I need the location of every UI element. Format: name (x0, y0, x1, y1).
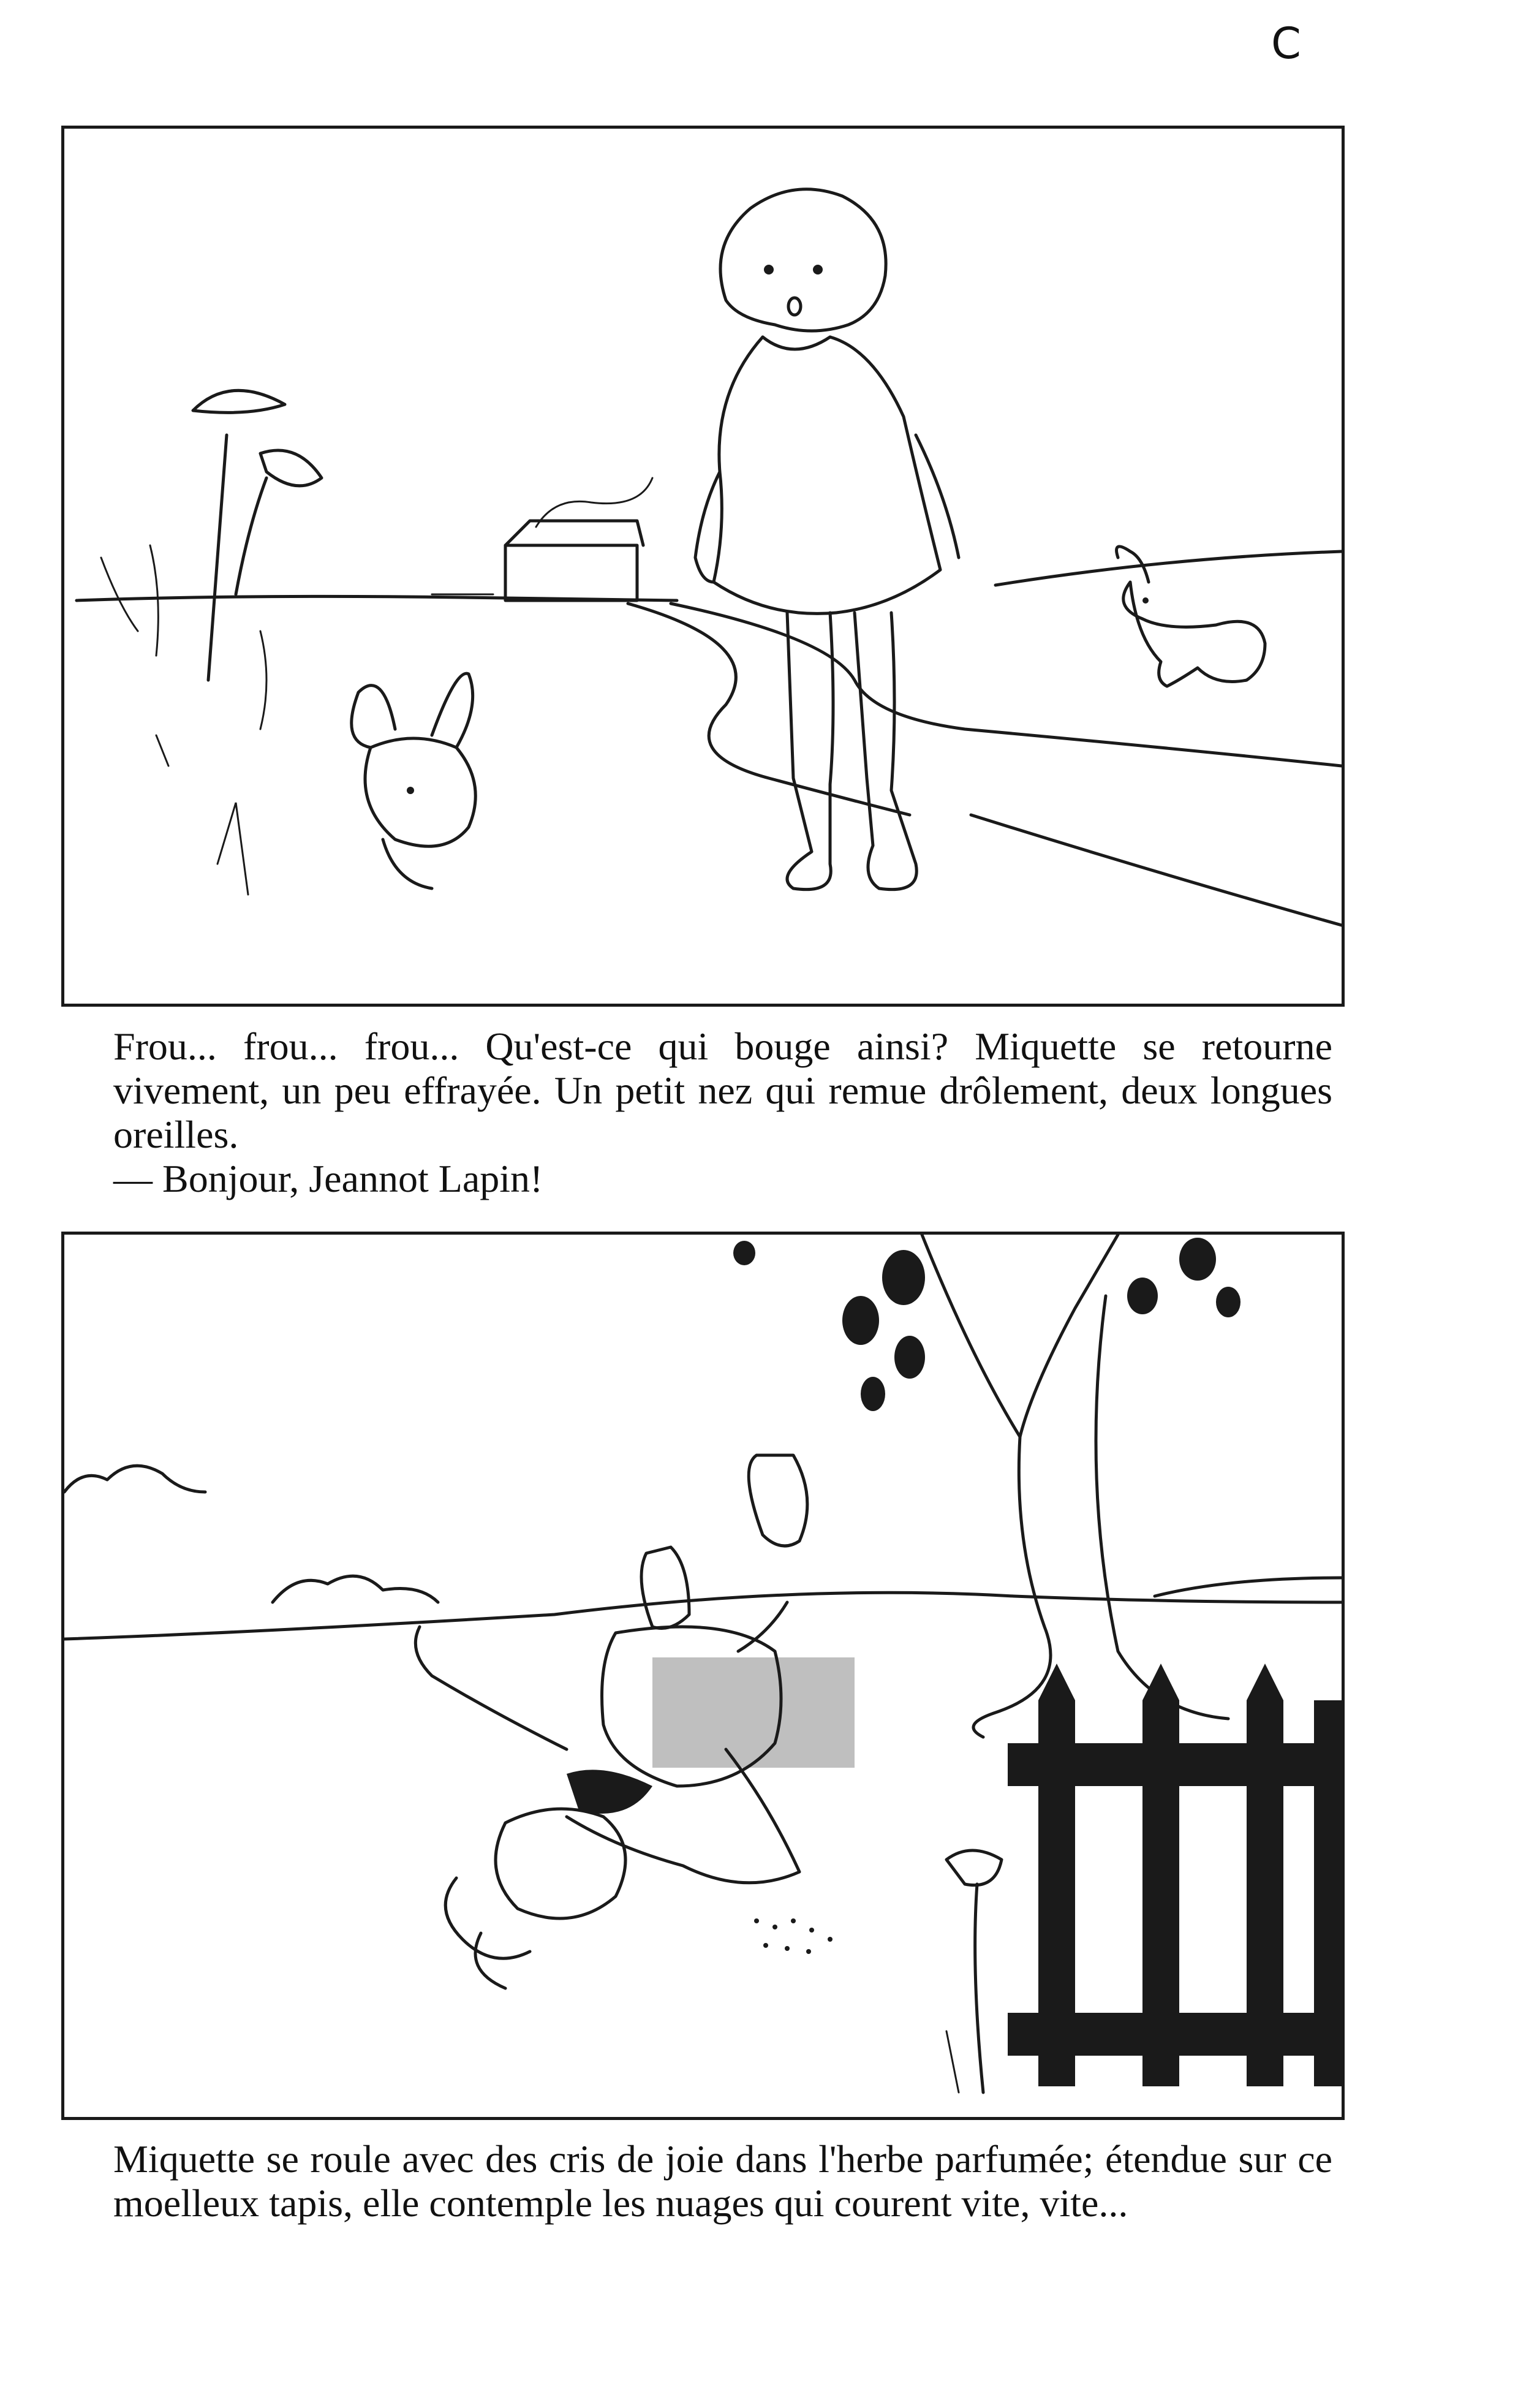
grass-dots (754, 1918, 833, 1954)
rabbit-right (1117, 547, 1266, 686)
fence (1008, 1664, 1342, 2086)
caption-first-dialogue: — Bonjour, Jeannot Lapin! (113, 1157, 543, 1200)
caption-first (113, 1024, 1332, 1201)
flower-plant (946, 1850, 1002, 2092)
grass-shadow (652, 1657, 855, 1768)
page-letter: C (1271, 18, 1301, 69)
road-right-edge (671, 604, 1342, 766)
caption-first-paragraph: Frou... frou... frou... Qu'est-ce qui bouge ainsi? Miquette se retourne vivement, un peu effrayée. Un petit nez qui remue drôlement, deux longues oreilles. (113, 1024, 1332, 1156)
illustration-girl-rolling (61, 1232, 1345, 2120)
illustration-girl-and-rabbits (61, 126, 1345, 1007)
hill-line (995, 551, 1342, 585)
cloud-left (64, 1466, 205, 1492)
left-plants (101, 390, 322, 895)
horizon-hills (64, 1592, 1342, 1639)
road-lower-edge (971, 815, 1342, 925)
rabbit-left (352, 673, 476, 888)
caption-second-paragraph: Miquette se roule avec des cris de joie dans l'herbe parfumée; étendue sur ce moelleux tapis, elle contemple les nuages qui courent vite, vite... (113, 2137, 1332, 2225)
girl-standing (695, 189, 959, 890)
illustration-girl-rolling-drawing (64, 1235, 1342, 2117)
cloud-middle (273, 1576, 438, 1602)
illustration-girl-and-rabbits-drawing (64, 129, 1342, 1004)
farmhouse (432, 478, 652, 600)
distant-hill (1155, 1578, 1342, 1596)
caption-second (113, 2137, 1332, 2225)
